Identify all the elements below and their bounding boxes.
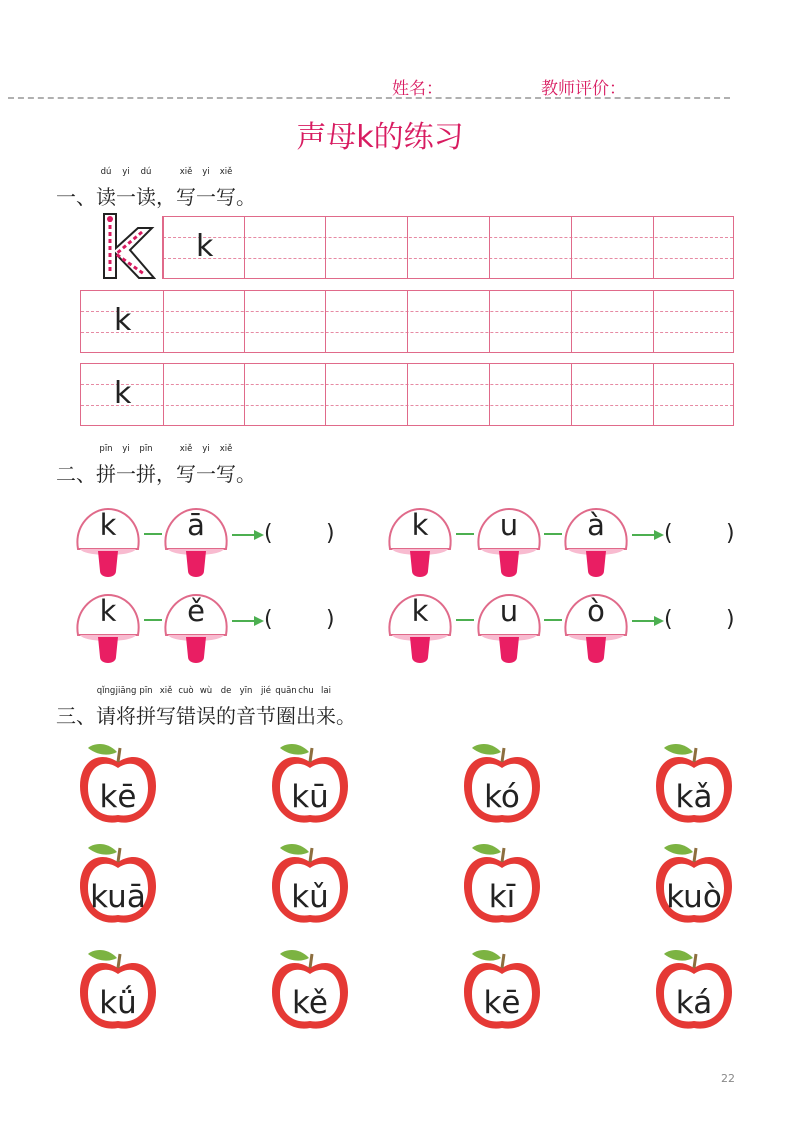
mushroom-letter: k bbox=[99, 594, 117, 628]
pinyin: lai bbox=[321, 686, 331, 696]
apple-card[interactable] bbox=[76, 738, 160, 828]
heading-char: 音 bbox=[236, 704, 256, 728]
heading-char: 圈 bbox=[276, 704, 296, 728]
pinyin: yi bbox=[202, 167, 210, 177]
heading-char: 误 bbox=[196, 704, 216, 728]
page-title: 声母k的练习 bbox=[296, 120, 464, 155]
grid-cell[interactable] bbox=[571, 291, 572, 352]
pinyin: pīn bbox=[99, 444, 113, 454]
mushroom-k bbox=[72, 505, 144, 585]
pinyin: de bbox=[220, 686, 232, 696]
heading-char: 写 bbox=[176, 185, 196, 209]
connector-line bbox=[544, 528, 562, 540]
pinyin: jiāng bbox=[115, 686, 137, 696]
heading-char: 一 bbox=[196, 462, 216, 486]
heading-char: 错 bbox=[176, 704, 196, 728]
heading-char: 将 bbox=[116, 704, 136, 728]
heading-char: 节 bbox=[256, 704, 276, 728]
heading-char: 写 bbox=[176, 462, 196, 486]
apple-syllable: kǘ bbox=[99, 985, 137, 1021]
grid-cell[interactable] bbox=[244, 217, 245, 278]
mushroom-vowel bbox=[160, 591, 232, 671]
apple-syllable: kē bbox=[483, 985, 521, 1021]
heading-char: 写 bbox=[216, 185, 236, 209]
grid-cell[interactable] bbox=[325, 364, 326, 425]
apple-syllable: kó bbox=[484, 779, 520, 815]
heading-char: 写 bbox=[216, 462, 236, 486]
pinyin: pīn bbox=[139, 686, 153, 696]
section-3-number: 三、 bbox=[56, 704, 96, 728]
section-1-heading bbox=[56, 167, 256, 210]
pinyin: xiě bbox=[179, 167, 193, 177]
letter-k-stroke-guide bbox=[94, 210, 156, 282]
pinyin: chu bbox=[298, 686, 314, 696]
mushroom-letter: à bbox=[587, 508, 605, 542]
grid-cell[interactable] bbox=[163, 217, 164, 278]
grid-cell[interactable] bbox=[325, 217, 326, 278]
pinyin: quān bbox=[275, 686, 297, 696]
writing-grid-row-1[interactable] bbox=[162, 216, 734, 279]
apple-syllable: kě bbox=[292, 985, 328, 1021]
heading-char: ， bbox=[156, 462, 176, 486]
pinyin: yi bbox=[202, 444, 210, 454]
apple-card[interactable] bbox=[460, 738, 544, 828]
header-divider bbox=[8, 97, 730, 99]
mushroom-vowel bbox=[560, 505, 632, 585]
heading-char: 一 bbox=[196, 185, 216, 209]
pinyin: yi bbox=[122, 167, 130, 177]
apple-syllable: kī bbox=[488, 879, 516, 915]
mushroom-letter: ò bbox=[587, 594, 605, 628]
heading-char: 。 bbox=[236, 462, 256, 486]
grid-cell[interactable] bbox=[489, 217, 490, 278]
writing-grid-row-3[interactable] bbox=[80, 363, 734, 426]
apple-card[interactable] bbox=[652, 944, 736, 1034]
connector-line bbox=[144, 528, 162, 540]
pinyin: pīn bbox=[139, 444, 153, 454]
pinyin: cuò bbox=[178, 686, 194, 696]
answer-paren-close: ) bbox=[726, 521, 735, 546]
heading-char: 。 bbox=[236, 185, 256, 209]
arrow-right-icon bbox=[232, 614, 264, 628]
connector-line bbox=[456, 614, 474, 626]
apple-syllable: kuā bbox=[90, 879, 146, 915]
guide-line bbox=[163, 258, 733, 259]
apple-syllable: kǎ bbox=[675, 779, 713, 815]
guide-line bbox=[163, 237, 733, 238]
pinyin: xiě bbox=[159, 686, 173, 696]
pinyin: yi bbox=[122, 444, 130, 454]
grid-cell[interactable] bbox=[489, 291, 490, 352]
mushroom-vowel bbox=[560, 591, 632, 671]
heading-char: 拼 bbox=[96, 462, 116, 486]
heading-char: 出 bbox=[296, 704, 316, 728]
answer-paren-open: ( bbox=[264, 521, 273, 546]
heading-char: 写 bbox=[156, 704, 176, 728]
pinyin: dú bbox=[100, 167, 112, 177]
grid-cell[interactable] bbox=[244, 291, 245, 352]
section-2-number: 二、 bbox=[56, 462, 96, 486]
apple-card[interactable] bbox=[460, 838, 544, 928]
apple-card[interactable] bbox=[460, 944, 544, 1034]
teacher-evaluation-label: 教师评价： bbox=[541, 79, 626, 99]
heading-char: 。 bbox=[336, 704, 356, 728]
heading-char: 拼 bbox=[136, 462, 156, 486]
mushroom-medial bbox=[473, 505, 545, 585]
grid-cell[interactable] bbox=[407, 364, 408, 425]
grid-cell[interactable] bbox=[571, 364, 572, 425]
page-number: 22 bbox=[721, 1072, 735, 1085]
heading-char: 的 bbox=[216, 704, 236, 728]
heading-char: 请 bbox=[96, 704, 116, 728]
apple-card[interactable] bbox=[268, 838, 352, 928]
apple-syllable: kē bbox=[99, 779, 137, 815]
arrow-right-icon bbox=[632, 528, 664, 542]
apple-syllable: kǔ bbox=[291, 879, 329, 915]
section-1-number: 一、 bbox=[56, 185, 96, 209]
grid-cell[interactable] bbox=[489, 364, 490, 425]
mushroom-k bbox=[72, 591, 144, 671]
grid-cell[interactable] bbox=[571, 217, 572, 278]
apple-syllable: kuò bbox=[666, 879, 722, 915]
pinyin: xiě bbox=[219, 167, 233, 177]
apple-syllable: kū bbox=[291, 779, 329, 815]
connector-line bbox=[144, 614, 162, 626]
answer-paren-close: ) bbox=[726, 607, 735, 632]
answer-paren-close: ) bbox=[326, 521, 335, 546]
writing-grid-row-2[interactable] bbox=[80, 290, 734, 353]
grid-cell[interactable] bbox=[653, 291, 654, 352]
grid-cell[interactable] bbox=[653, 217, 654, 278]
arrow-right-icon bbox=[632, 614, 664, 628]
pinyin: jié bbox=[261, 686, 271, 696]
sample-letter: k bbox=[114, 303, 132, 338]
grid-cell[interactable] bbox=[407, 217, 408, 278]
pinyin: qǐng bbox=[96, 686, 116, 696]
mushroom-letter: k bbox=[99, 508, 117, 542]
mushroom-letter: k bbox=[411, 594, 429, 628]
apple-card[interactable] bbox=[268, 738, 352, 828]
mushroom-letter: ā bbox=[187, 508, 205, 542]
apple-syllable: ká bbox=[675, 985, 713, 1021]
sample-letter: k bbox=[196, 229, 214, 264]
heading-char: 一 bbox=[116, 185, 136, 209]
mushroom-letter: k bbox=[411, 508, 429, 542]
answer-paren-close: ) bbox=[326, 607, 335, 632]
mushroom-letter: ě bbox=[187, 594, 205, 628]
apple-card[interactable] bbox=[652, 738, 736, 828]
mushroom-letter: u bbox=[499, 594, 519, 628]
mushroom-vowel bbox=[160, 505, 232, 585]
grid-cell[interactable] bbox=[407, 291, 408, 352]
grid-cell[interactable] bbox=[244, 364, 245, 425]
apple-card[interactable] bbox=[76, 838, 160, 928]
connector-line bbox=[544, 614, 562, 626]
pinyin: dú bbox=[140, 167, 152, 177]
arrow-right-icon bbox=[232, 528, 264, 542]
heading-char: 拼 bbox=[136, 704, 156, 728]
sample-letter: k bbox=[114, 376, 132, 411]
grid-cell[interactable] bbox=[653, 364, 654, 425]
apple-card[interactable] bbox=[76, 944, 160, 1034]
pinyin: xiě bbox=[179, 444, 193, 454]
grid-cell[interactable] bbox=[163, 364, 164, 425]
connector-line bbox=[456, 528, 474, 540]
answer-paren-open: ( bbox=[664, 521, 673, 546]
pinyin: wù bbox=[199, 686, 213, 696]
heading-char: 一 bbox=[116, 462, 136, 486]
mushroom-medial bbox=[473, 591, 545, 671]
answer-paren-open: ( bbox=[264, 607, 273, 632]
section-3-heading bbox=[56, 686, 356, 729]
grid-cell[interactable] bbox=[325, 291, 326, 352]
heading-char: 读 bbox=[136, 185, 156, 209]
mushroom-k bbox=[384, 505, 456, 585]
grid-cell[interactable] bbox=[163, 291, 164, 352]
section-2-heading bbox=[56, 444, 256, 487]
apple-card[interactable] bbox=[268, 944, 352, 1034]
answer-paren-open: ( bbox=[664, 607, 673, 632]
heading-char: ， bbox=[156, 185, 176, 209]
apple-card[interactable] bbox=[652, 838, 736, 928]
pinyin: yīn bbox=[239, 686, 253, 696]
name-label: 姓名： bbox=[392, 79, 443, 99]
mushroom-k bbox=[384, 591, 456, 671]
pinyin: xiě bbox=[219, 444, 233, 454]
mushroom-letter: u bbox=[499, 508, 519, 542]
heading-char: 来 bbox=[316, 704, 336, 728]
heading-char: 读 bbox=[96, 185, 116, 209]
